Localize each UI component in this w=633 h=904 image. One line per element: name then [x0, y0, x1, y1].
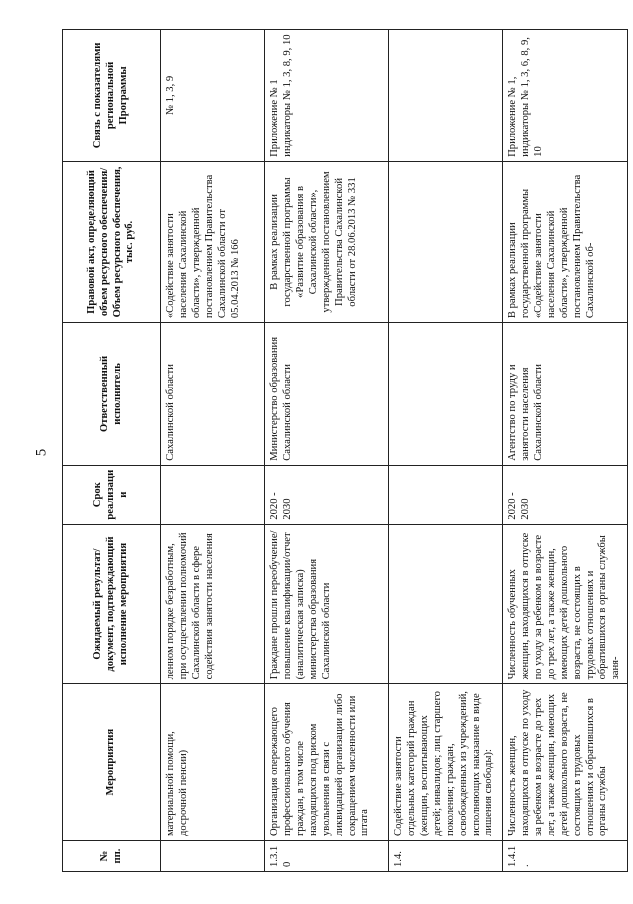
cell-result: ленном порядке безработным, при осуществлении полномочий Сахалинской области в сфере содействия занятости населения — [161, 524, 265, 684]
cell-activity: Численность женщин, находящихся в отпуске по уходу за ребенком в возрасте до трех лет, а также женщин, имеющих детей дошкольного возраста, не состоящих в трудовых отношениях и обратившихся в органы службы — [503, 684, 628, 841]
header-legal: Правовой акт, определяющий объем ресурсного обеспечения/Объем ресурсного обеспечения, тыс. руб. — [63, 161, 161, 322]
cell-activity: материальной помощи, досрочной пенсии) — [161, 684, 265, 841]
cell-legal: «Содействие занятости населения Сахалинской области», утвержденной постановлением Правительства Сахалинской области от 05.04.2013 № 166 — [161, 161, 265, 322]
table-row — [161, 30, 265, 872]
cell-period — [161, 465, 265, 524]
cell-executor: Агентство по труду и занятости населения Сахалинской области — [503, 323, 628, 466]
cell-activity: Содействие занятости отдельных категорий граждан (женщин, воспитывающих детей; инвалидов; лиц старшего поколения; граждан, освобожденных из учреждений, исполняющих наказание в виде лишения свободы): — [389, 684, 503, 841]
rotated-page — [62, 29, 622, 872]
cell-executor: Сахалинской области — [161, 323, 265, 466]
cell-link: Приложение № 1 индикаторы № 1, 3, 8, 9, 10 — [265, 30, 389, 162]
cell-result: Граждане прошли переобучение/повышение квалификации/отчет (аналитическая записка) министерства образования Сахалинской области — [265, 524, 389, 684]
table-row — [503, 30, 628, 872]
cell-executor — [389, 323, 503, 466]
cell-link — [389, 30, 503, 162]
cell-result — [389, 524, 503, 684]
header-row — [63, 30, 161, 872]
page-number: 5 — [33, 448, 50, 457]
header-num: № пп. — [63, 841, 161, 872]
header-period: Срок реализации — [63, 465, 161, 524]
cell-legal: В рамках реализации государственной программы «Содействие занятости населения Сахалинской области», утвержденной постановлением Правительства Сахалинской об- — [503, 161, 628, 322]
cell-period — [389, 465, 503, 524]
cell-num: 1.3.10 — [265, 841, 389, 872]
header-link: Связь с показателями региональной Программы — [63, 30, 161, 162]
cell-activity: Организация опережающего профессионального обучения граждан, в том числе находящихся под риском увольнения в связи с ликвидацией организации либо сокращением численности или штата — [265, 684, 389, 841]
header-result: Ожидаемый результат/документ, подтверждающий исполнение мероприятия — [63, 524, 161, 684]
cell-link: Приложение № 1, индикаторы № 1, 3, 6, 8, 9, 10 — [503, 30, 628, 162]
activities-table — [62, 29, 628, 872]
cell-num — [161, 841, 265, 872]
cell-legal — [389, 161, 503, 322]
cell-result: Численность обученных женщин, находящихся в отпуске по уходу за ребенком в возрасте до трех лет, а также женщин, имеющих детей дошкольного возраста, не состоящих в трудовых отношениях и обратившихся в органы службы заня- — [503, 524, 628, 684]
cell-period: 2020 - 2030 — [503, 465, 628, 524]
cell-period: 2020 - 2030 — [265, 465, 389, 524]
cell-link: № 1, 3, 9 — [161, 30, 265, 162]
header-activity: Мероприятия — [63, 684, 161, 841]
cell-num: 1.4. — [389, 841, 503, 872]
cell-num: 1.4.1. — [503, 841, 628, 872]
table-row — [265, 30, 389, 872]
header-executor: Ответственный исполнитель — [63, 323, 161, 466]
cell-legal: В рамках реализации государственной программы «Развитие образования в Сахалинской области», утвержденной постановлением Правительства Сахалинской области от 28.06.2013 № 331 — [265, 161, 389, 322]
table-row — [389, 30, 503, 872]
cell-executor: Министерство образования Сахалинской области — [265, 323, 389, 466]
